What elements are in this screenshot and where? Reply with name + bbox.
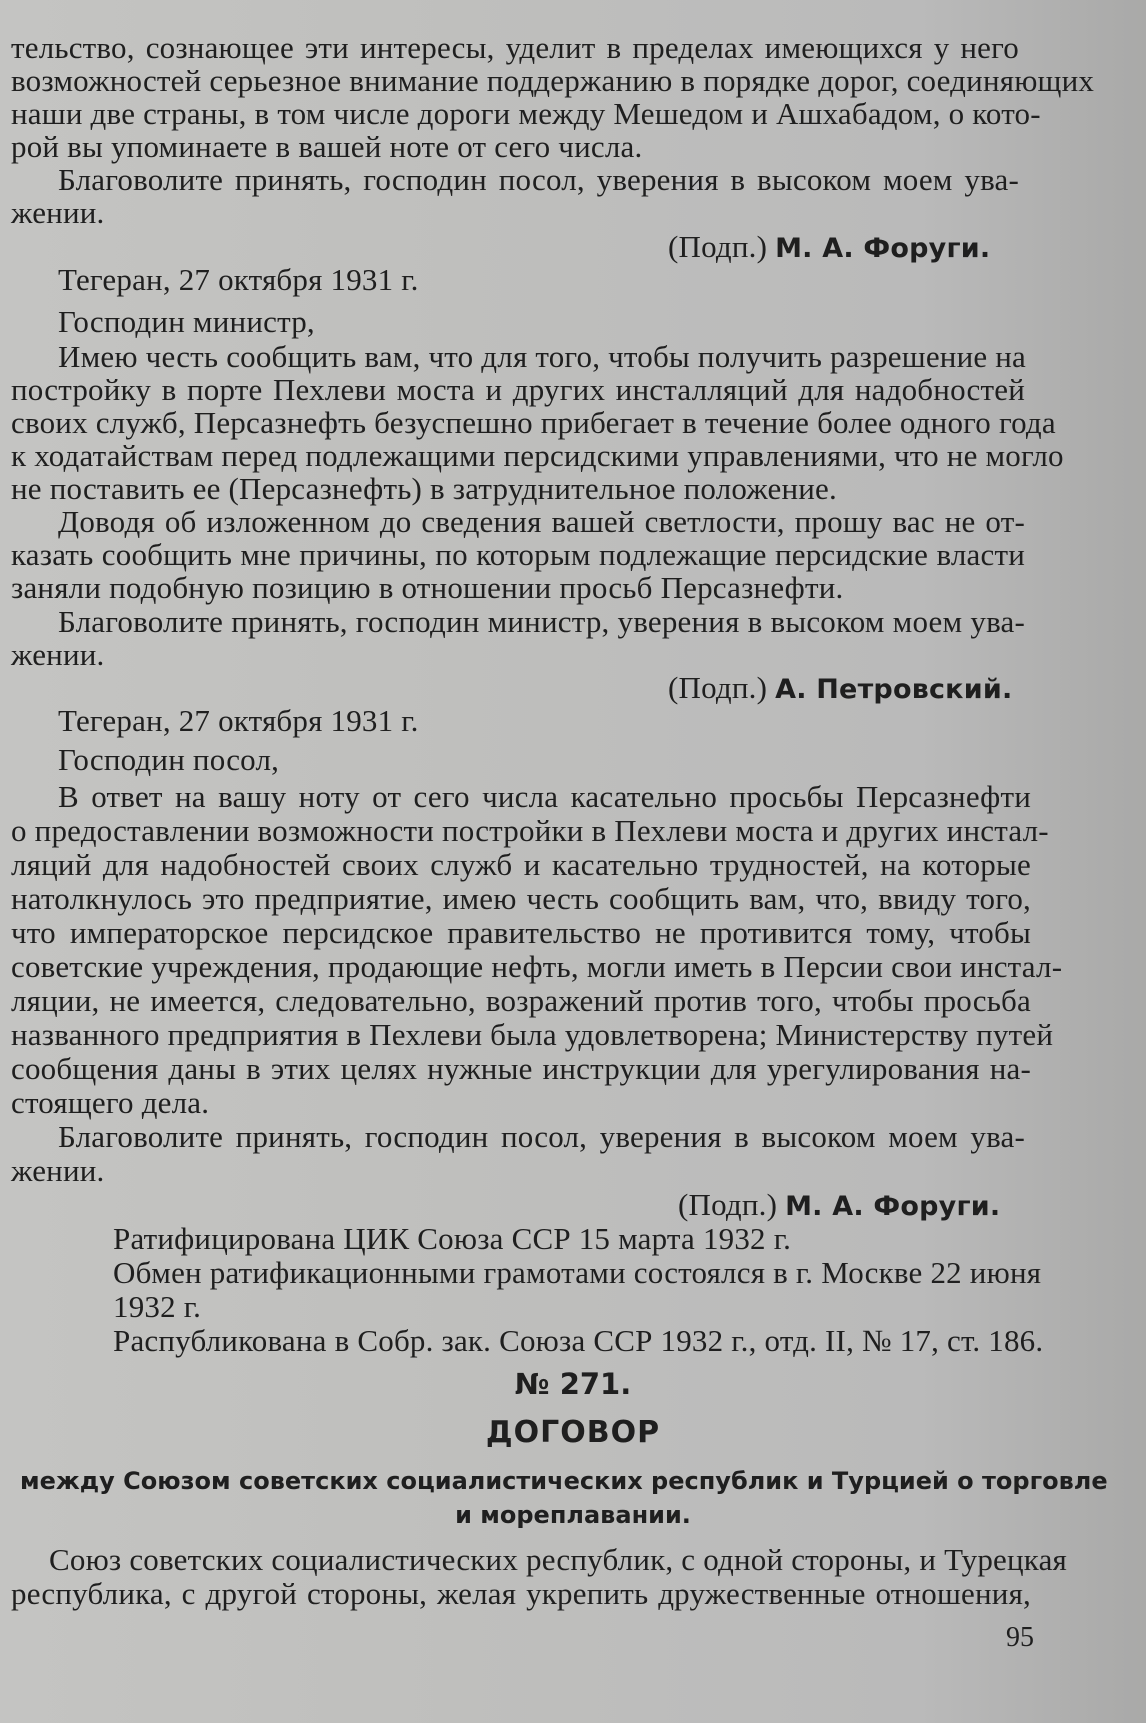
salutation: Господин посол, (58, 742, 280, 777)
text-line: названного предприятия в Пехлеви была удовлетворена; Министерству путей (11, 1017, 1054, 1052)
text-line: стоящего дела. (11, 1085, 210, 1120)
signature-prefix: (Подп.) (678, 1187, 778, 1222)
place-date: Тегеран, 27 октября 1931 г. (58, 703, 419, 738)
closing-line: Благоволите принять, господин посол, уверения в высоком моем ува- (58, 162, 1019, 197)
closing-line: Благоволите принять, господин посол, уверения в высоком моем ува- (58, 1119, 1025, 1154)
text-line: своих служб, Персазнефть безуспешно прибегает в течение более одного года (11, 405, 1056, 440)
text-line: Имею честь сообщить вам, что для того, чтобы получить разрешение на (58, 339, 1027, 374)
signature-name: М. А. Форуги. (785, 1191, 1001, 1222)
text-line: ляции, не имеется, следовательно, возражений против того, чтобы просьба (11, 983, 1031, 1018)
text-line: советские учреждения, продающие нефть, могли иметь в Персии свои инстал- (11, 949, 1063, 984)
document-subtitle: между Союзом советских социалистических республик и Турцией о торговле (20, 1467, 1108, 1495)
document-number: № 271. (514, 1367, 632, 1401)
page-number: 95 (1006, 1622, 1034, 1653)
text-line: республика, с другой стороны, желая укрепить дружественные отношения, (11, 1576, 1031, 1611)
text-line: тельство, сознающее эти интересы, уделит в пределах имеющихся у него (11, 30, 1019, 65)
closing-line: жении. (11, 195, 105, 230)
text-line: ляций для надобностей своих служб и касательно трудностей, на которые (11, 847, 1031, 882)
text-line: рой вы упоминаете в вашей ноте от сего числа. (11, 129, 643, 164)
text-line: возможностей серьезное внимание поддержанию в порядке дорог, соединяющих (11, 63, 1095, 98)
text-line: постройку в порте Пехлеви моста и других инсталляций для надобностей (11, 372, 1025, 407)
signature-name: М. А. Форуги. (775, 233, 991, 264)
document-subtitle: и мореплавании. (455, 1501, 691, 1529)
signature (678, 1188, 1000, 1224)
text-line: казать сообщить мне причины, по которым подлежащие персидские власти (11, 537, 1025, 572)
ratification-line: 1932 г. (113, 1289, 202, 1324)
text-line: В ответ на вашу ноту от сего числа касательно просьбы Персазнефти (58, 779, 1031, 814)
text-line: к ходатайствам перед подлежащими персидскими управлениями, что не могло (11, 438, 1064, 473)
ratification-line: Ратифицирована ЦИК Союза ССР 15 марта 1932 г. (113, 1221, 792, 1256)
signature (668, 230, 990, 266)
closing-line: жении. (11, 1153, 105, 1188)
text-line: натолкнулось это предприятие, имею честь сообщить вам, что, ввиду того, (11, 881, 1031, 916)
text-line: сообщения даны в этих целях нужные инструкции для урегулирования на- (11, 1051, 1031, 1086)
text-line: заняли подобную позицию в отношении просьб Персазнефти. (11, 570, 844, 605)
signature (668, 671, 1012, 707)
text-line: о предоставлении возможности постройки в Пехлеви моста и других инстал- (11, 813, 1049, 848)
closing-line: Благоволите принять, господин министр, уверения в высоком моем ува- (58, 604, 1025, 639)
signature-prefix: (Подп.) (668, 670, 768, 705)
text-line: наши две страны, в том числе дороги между Мешедом и Ашхабадом, о кото- (11, 96, 1041, 131)
document-title: ДОГОВОР (485, 1415, 661, 1450)
ratification-line: Обмен ратификационными грамотами состоялся в г. Москве 22 июня (113, 1255, 1042, 1290)
signature-prefix: (Подп.) (668, 229, 768, 264)
place-date: Тегеран, 27 октября 1931 г. (58, 262, 419, 297)
text-line: что императорское персидское правительство не противится тому, чтобы (11, 915, 1031, 950)
salutation: Господин министр, (58, 304, 315, 339)
closing-line: жении. (11, 637, 105, 672)
signature-name: А. Петровский. (775, 674, 1013, 705)
text-line: не поставить ее (Персазнефть) в затруднительное положение. (11, 471, 837, 506)
text-line: Союз советских социалистических республик, с одной стороны, и Турецкая (49, 1542, 1068, 1577)
ratification-line: Распубликована в Собр. зак. Союза ССР 1932 г., отд. II, № 17, ст. 186. (113, 1323, 1044, 1358)
text-line: Доводя об изложенном до сведения вашей светлости, прошу вас не от- (58, 504, 1025, 539)
